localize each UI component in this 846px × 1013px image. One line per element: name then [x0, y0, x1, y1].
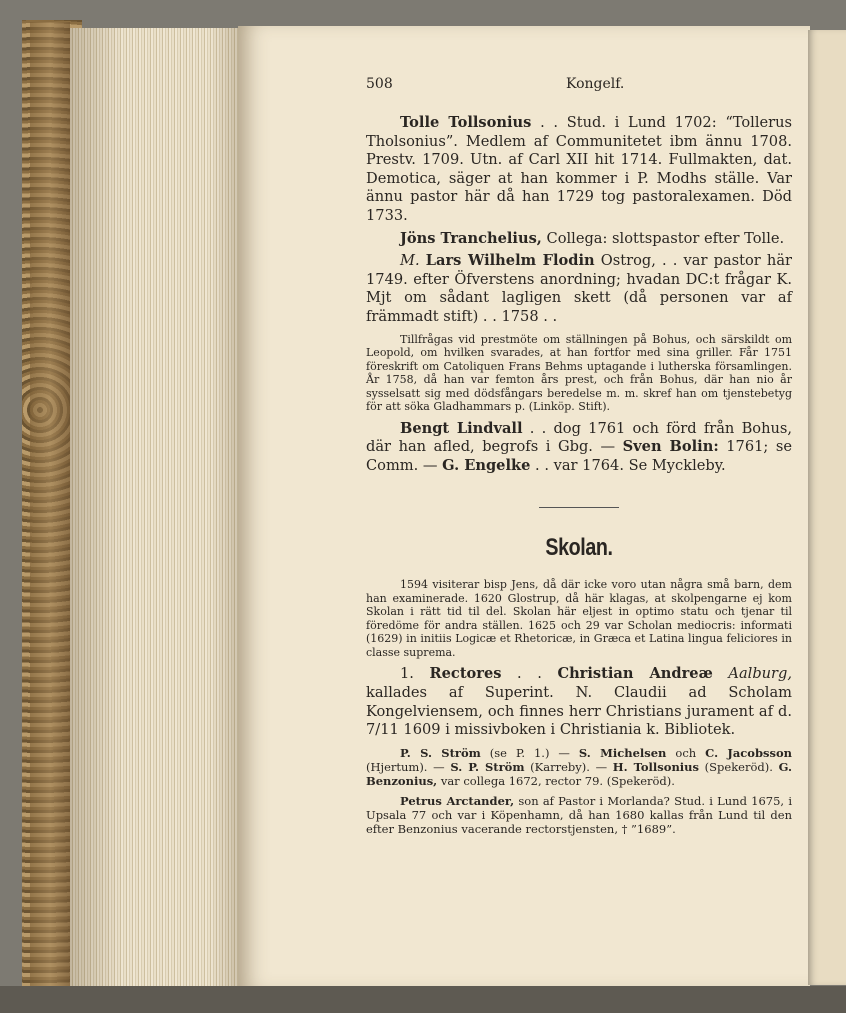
page-number: 508	[366, 76, 393, 92]
scanner-background	[0, 986, 846, 1013]
list-name: G. Benzonius,	[366, 759, 793, 788]
entry-lindvall	[366, 420, 792, 476]
school-note: 1594 visiterar bisp Jens, då där icke voro utan några små barn, dem han examinerade. 1620 Glostrup, då här klagas, at skolpengarne ej kom Skolan i rätt tid til del. Skolan här eljest in optimo statu och tjenar til föredöme för andra ställen. 1625 och 29 var Scholan mediocris: informati (1629) in initiis Logicæ et Rhetoricæ, in Græca et Latina lingua feliciores in classe suprema.	[366, 578, 792, 659]
list-text: (Karreby). —	[524, 759, 613, 774]
rectores-entry	[366, 665, 792, 739]
date-fraction: 7/11	[366, 721, 399, 739]
list-name: S. P. Ström	[450, 759, 525, 774]
list-text: (se P. 1.) —	[480, 745, 579, 760]
entry-text: . . var 1764. Se Myckleby.	[530, 456, 726, 474]
list-name: P. S. Ström	[400, 745, 481, 760]
entry-name: G. Engelke	[442, 456, 531, 474]
page-text	[366, 76, 792, 836]
running-head: Kongelf.	[566, 76, 625, 92]
entry-name: Lars Wilhelm Flodin	[425, 252, 595, 270]
list-text: (Spekeröd).	[699, 759, 779, 774]
entry-text: . . Stud. i Lund 1702: “Tollerus Tholsonius”. Medlem af Communitetet ibm ännu 1708. Prestv. 1709. Utn. af Carl XII hit 1714. Fullmakten, dat. Demotica, säger at han kommer i P. Modhs ställe. Var ännu pastor här då han 1729 tog pastoralexamen. Död 1733.	[366, 114, 793, 224]
entry-flodin	[366, 252, 792, 326]
entry-text: kallades af Superint. N. Claudii ad Scholam Kongelviensem, och finnes herr Christians jurament af d.	[366, 683, 792, 720]
entry-text: 1609 i missivboken i Christiania k. Bibliotek.	[398, 721, 736, 739]
entry-prefix: M.	[400, 252, 420, 270]
list-name: Petrus Arctander,	[400, 793, 515, 808]
rector-list	[366, 746, 792, 788]
list-name: C. Jacobsson	[705, 745, 793, 760]
note-flodin: Tillfrågas vid prestmöte om ställningen på Bohus, och särskildt om Leopold, om hvilken svarades, at han fortfor med sina griller. Får 1751 föreskrift om Catoliquen Frans Behms uptagande i lutherska församlingen. År 1758, då han var femton års prest, och från Bohus, där han nio år sysselsatt sig med dödsfångars beredelse m. m. skref han om tjenstebetyg för att söka Gladhammars p. (Linköp. Stift).	[366, 332, 792, 414]
separator: . .	[501, 665, 558, 683]
page-edges-shade	[70, 28, 245, 986]
page-header	[366, 76, 792, 92]
entry-place: Aalburg,	[728, 665, 793, 683]
list-name: H. Tollsonius	[612, 759, 700, 774]
section-divider	[539, 507, 619, 508]
entry-name: Tolle Tollsonius	[400, 114, 532, 131]
rectores-number: 1.	[400, 665, 414, 683]
list-text: (Hjertum). —	[366, 759, 451, 774]
list-text: var collega 1672, rector 79. (Spekeröd).	[437, 773, 675, 788]
entry-text: Ostrog, . . var pastor här 1749. efter Öfverstens anordning; hvadan DC:t frågar K. Mjt om sådant lagligen skett (då personen var af främmadt stift) . . 1758 . .	[366, 252, 792, 325]
entry-text: . . dog 1761 och förd från Bohus, där han afled, begrofs i Gbg. —	[366, 419, 793, 456]
list-text: och	[666, 745, 706, 760]
facing-page-edge	[808, 30, 846, 985]
petrus-entry	[366, 794, 792, 836]
entry-name: Bengt Lindvall	[400, 419, 523, 437]
cover-shade	[30, 22, 70, 992]
entry-tolle	[366, 114, 792, 226]
rectores-heading: Rectores	[429, 665, 502, 683]
entry-name: Jöns Tranchelius,	[400, 229, 542, 247]
entry-text: 1761; se Comm. —	[366, 438, 792, 474]
list-text: son af Pastor i Morlanda? Stud. i Lund 1675, i Upsala 77 och var i Köpenhamn, då han 1680 kallas från Lund til den efter Benzonius vacerande rectorstjensten, † ”1689”.	[366, 793, 792, 836]
section-title: Skolan.	[545, 534, 613, 562]
entry-text: Collega: slottspastor efter Tolle.	[541, 229, 785, 247]
list-name: S. Michelsen	[578, 745, 667, 760]
entry-tranchelius	[366, 230, 792, 249]
entry-name: Christian Andreæ	[557, 665, 713, 683]
entry-name: Sven Bolin:	[622, 438, 719, 456]
